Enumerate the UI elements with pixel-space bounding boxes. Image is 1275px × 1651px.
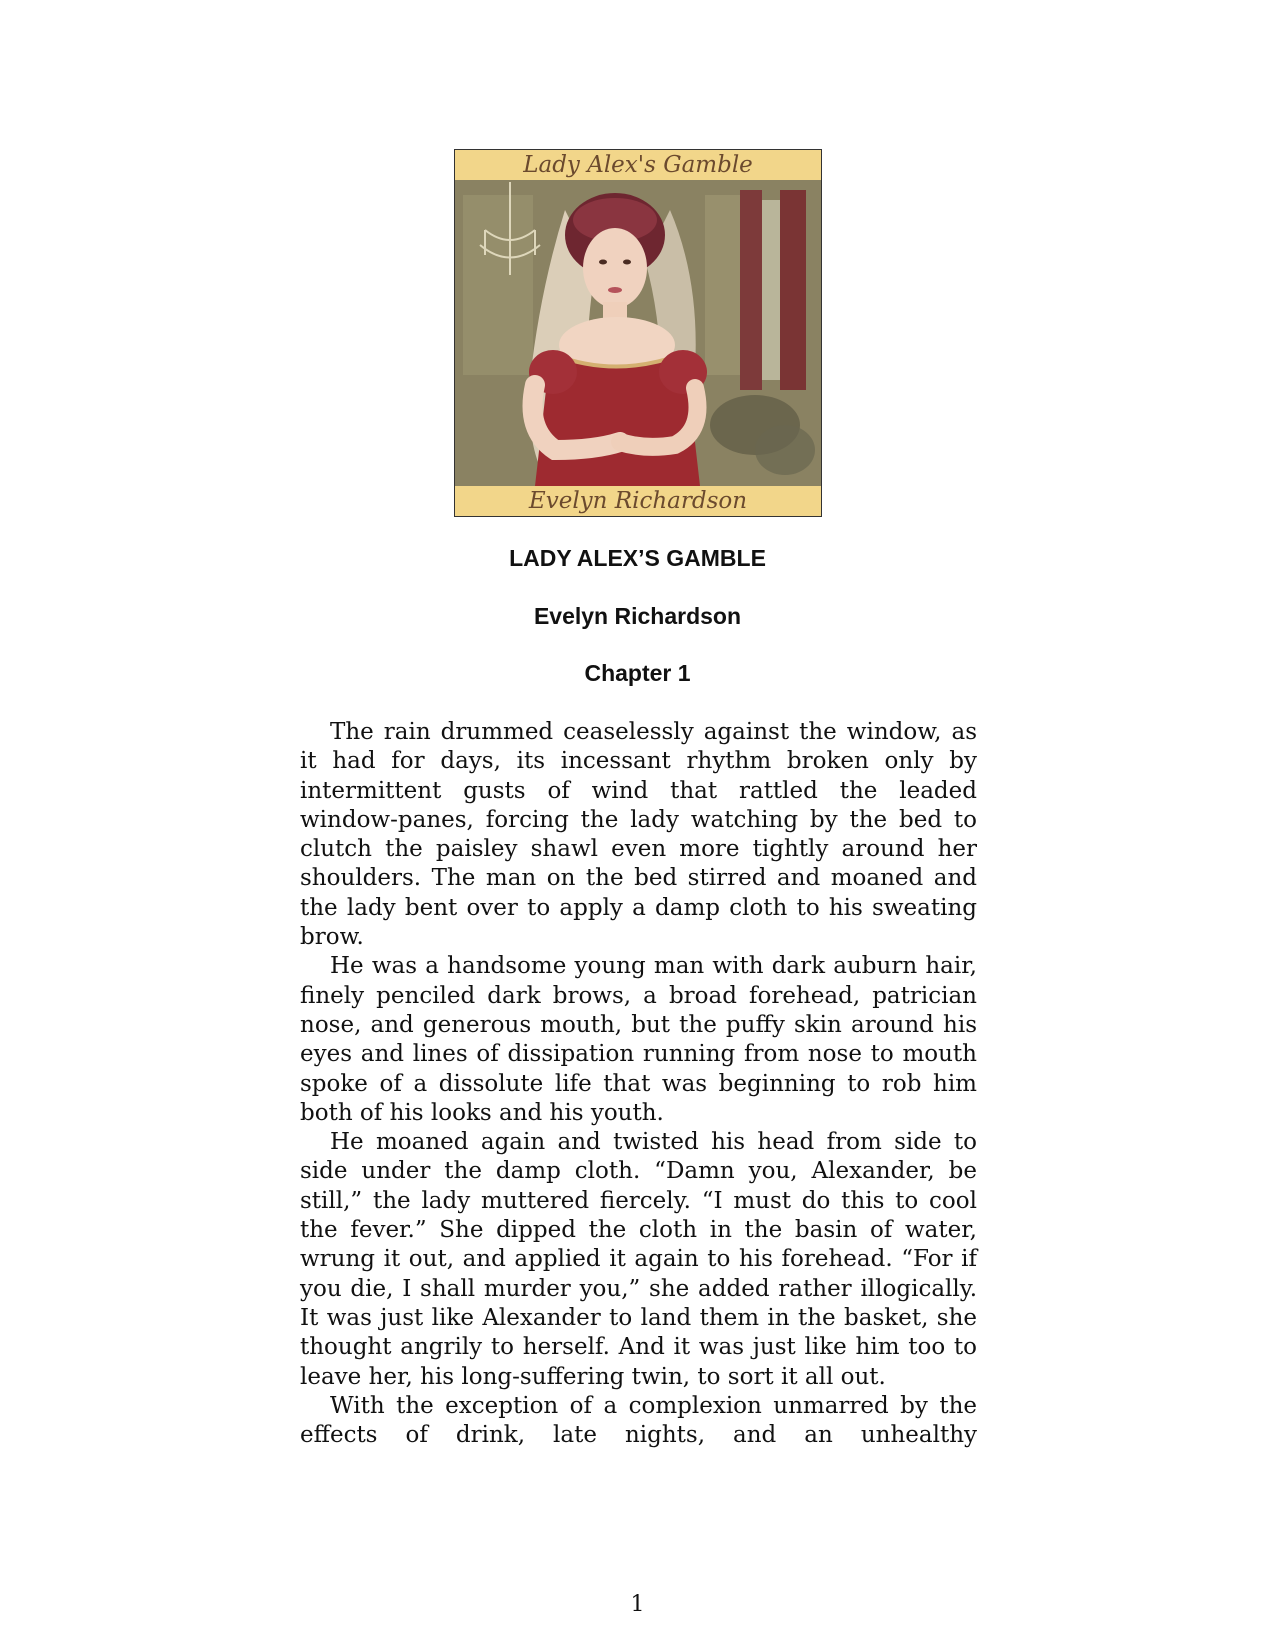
- cover-image: [454, 149, 822, 517]
- cover-bottom-caption: Evelyn Richardson: [528, 488, 748, 514]
- page-number: 1: [630, 1592, 645, 1617]
- paragraph: The rain drummed ceaselessly against the window, as it had for days, its incessant rhythm broken only by intermittent gusts of wind that rattled the leaded window-panes, forcing the lady watching by the bed to clutch the paisley shawl even more tightly around her shoulders. The man on the bed stirred and moaned and the lady bent over to apply a damp cloth to his sweating brow.: [300, 719, 977, 951]
- chapter-heading: Chapter 1: [584, 660, 691, 686]
- paragraph: He moaned again and twisted his head from side to side under the damp cloth. “Damn you, Alexander, be still,” the lady muttered fiercely. “I must do this to cool the fever.” She dipped the cloth in the basin of water, wrung it out, and applied it again to his forehead. “For if you die, I shall murder you,” she added rather illogically. It was just like Alexander to land them in the basket, she thought angrily to herself. And it was just like him too to leave her, his long-suffering twin, to sort it all out.: [300, 1129, 977, 1390]
- author-name: Evelyn Richardson: [533, 603, 742, 629]
- book-title: LADY ALEX’S GAMBLE: [509, 545, 766, 571]
- paragraph: He was a handsome young man with dark auburn hair, finely penciled dark brows, a broad forehead, patrician nose, and generous mouth, but the puffy skin around his eyes and lines of dissipation running from nose to mouth spoke of a dissolute life that was beginning to rob him both of his looks and his youth.: [300, 953, 977, 1126]
- paragraph: With the exception of a complexion unmarred by the effects of drink, late nights, and an unhealthy: [300, 1392, 977, 1449]
- chapter-body: [300, 718, 977, 1450]
- cover-top-caption: Lady Alex's Gamble: [523, 152, 753, 178]
